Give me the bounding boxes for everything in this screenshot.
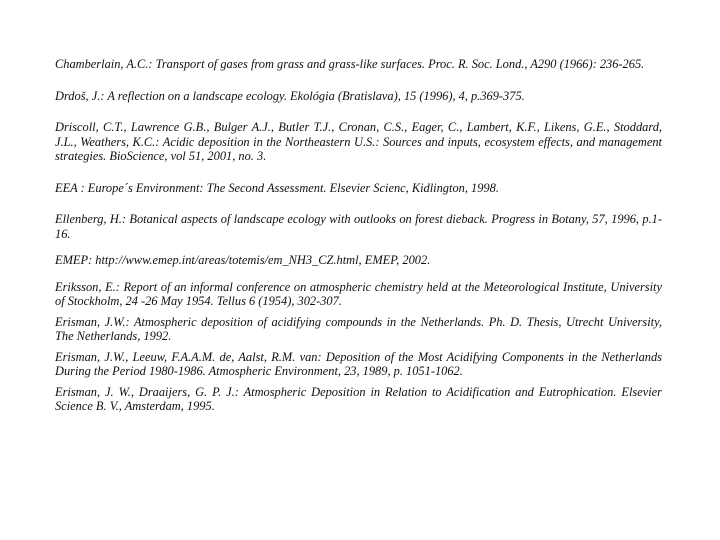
reference-drdos-1996: Drdoš, J.: A reflection on a landscape ecology. Ekológia (Bratislava), 15 (1996), 4, p.369-375. — [55, 88, 525, 103]
reference-erisman-1992: Erisman, J.W.: Atmospheric deposition of acidifying compounds in the Netherlands. Ph. D. Thesis, Utrecht University, The Netherlands, 1992. — [55, 314, 662, 343]
reference-list — [55, 57, 662, 414]
reference-eea-1998: EEA : Europe´s Environment: The Second Assessment. Elsevier Scienc, Kidlington, 1998. — [55, 180, 499, 195]
reference-erisman-1995: Erisman, J. W., Draaijers, G. P. J.: Atmospheric Deposition in Relation to Acidification and Eutrophication. Elsevier Science B. V., Amsterdam, 1995. — [55, 384, 662, 413]
reference-emep-2002: EMEP: http://www.emep.int/areas/totemis/em_NH3_CZ.html, EMEP, 2002. — [55, 253, 431, 267]
reference-driscoll-2001: Driscoll, C.T., Lawrence G.B., Bulger A.J., Butler T.J., Cronan, C.S., Eager, C., Lambert, K.F., Likens, G.E., Stoddard, J.L., Weathers, K.C.: Acidic deposition in the Northeastern U.S.: Sources and inputs, ecosystem effects, and management strategies. BioScience, vol 51, 2001, no. 3. — [55, 120, 662, 163]
reference-chamberlain-1966: Chamberlain, A.C.: Transport of gases from grass and grass-like surfaces. Proc. R. Soc. Lond., A290 (1966): 236-265. — [55, 57, 645, 71]
reference-ellenberg-1996: Ellenberg, H.: Botanical aspects of landscape ecology with outlooks on forest dieback. Progress in Botany, 57, 1996, p.1-16. — [55, 212, 662, 241]
reference-erisman-1989: Erisman, J.W., Leeuw, F.A.A.M. de, Aalst, R.M. van: Deposition of the Most Acidifying Components in the Netherlands During the Period 1980-1986. Atmospheric Environment, 23, 1989, p. 1051-1062. — [55, 349, 662, 378]
reference-eriksson-1954: Eriksson, E.: Report of an informal conference on atmospheric chemistry held at the Meteorological Institute, University of Stockholm, 24 -26 May 1954. Tellus 6 (1954), 302-307. — [55, 279, 662, 308]
